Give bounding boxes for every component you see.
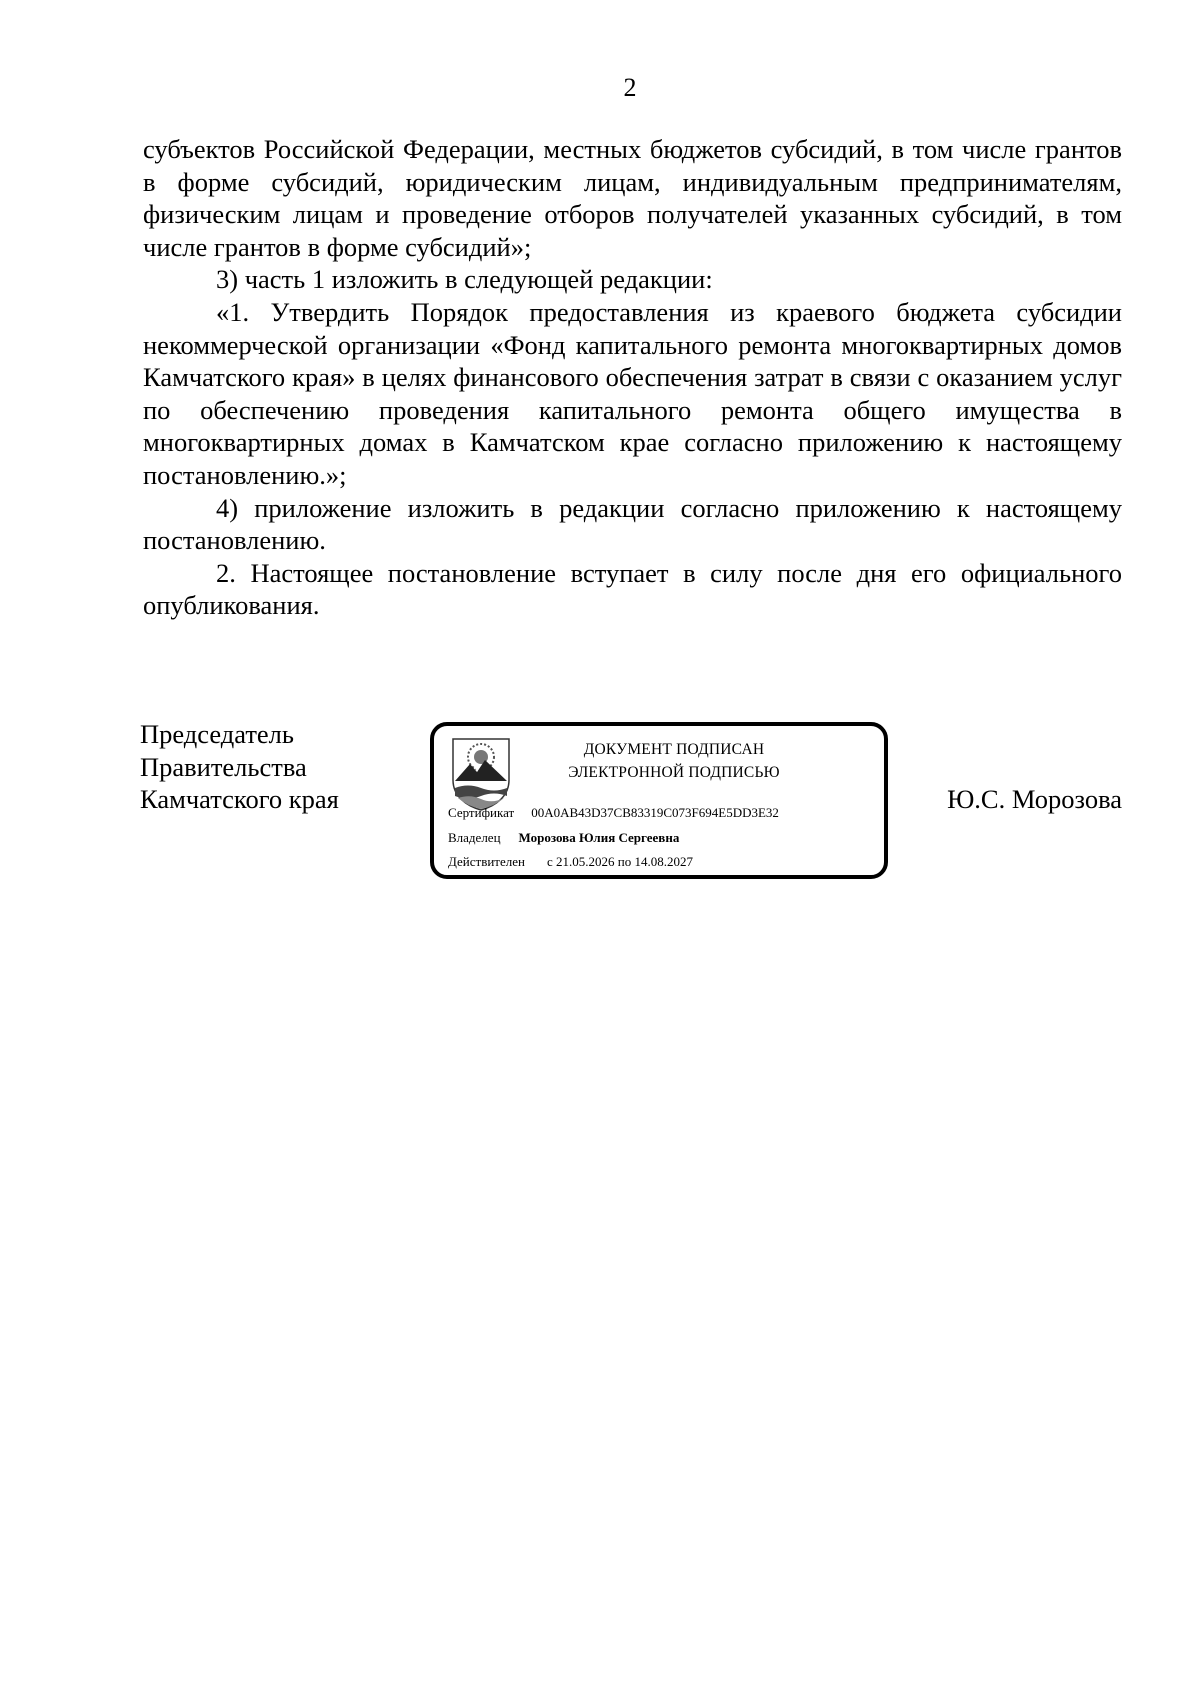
validity-value: с 21.05.2026 по 14.08.2027 xyxy=(546,854,693,869)
page-number: 2 xyxy=(623,73,637,102)
paragraph-clause-2: 2. Настоящее постановление вступает в силу после дня его официального опубликования. xyxy=(143,557,1122,621)
owner-label: Владелец xyxy=(448,830,501,845)
electronic-signature-stamp xyxy=(430,722,888,879)
kamchatka-coat-of-arms-icon xyxy=(450,736,512,812)
signer-role xyxy=(140,718,339,816)
certificate-value: 00A0AB43D37CB83319C073F694E5DD3E32 xyxy=(531,805,779,820)
paragraph-item-3: 3) часть 1 изложить в следующей редакции: xyxy=(216,264,713,295)
stamp-title-line: ДОКУМЕНТ ПОДПИСАН xyxy=(583,741,765,758)
signer-role-line: Правительства xyxy=(140,751,307,782)
paragraph-continuation: субъектов Российской Федерации, местных бюджетов субсидий, в том числе грантов в форме субсидий, юридическим лицам, индивидуальным предпринимателям, физическим лицам и проведение отборов получателей указанных субсидий, в том числе грантов в форме субсидий»; xyxy=(143,134,1122,262)
validity-label: Действителен xyxy=(448,854,525,869)
stamp-validity-row xyxy=(448,854,693,870)
stamp-title xyxy=(534,738,814,784)
signer-role-line: Камчатского края xyxy=(140,784,339,814)
owner-value: Морозова Юлия Сергеевна xyxy=(518,830,680,845)
stamp-title-line: ЭЛЕКТРОННОЙ ПОДПИСЬЮ xyxy=(568,764,780,781)
signer-role-line: Председатель xyxy=(140,719,294,749)
stamp-owner-row xyxy=(448,830,679,846)
document-body xyxy=(143,133,1122,622)
stamp-certificate-row xyxy=(448,805,779,821)
paragraph-quoted-part-1: «1. Утвердить Порядок предоставления из краевого бюджета субсидии некоммерческой организации «Фонд капитального ремонта многоквартирных домов Камчатского края» в целях финансового обеспечения затрат в связи с оказанием услуг по обеспечению проведения капитального ремонта общего имущества в многоквартирных домах в Камчатском крае согласно приложению к настоящему постановлению.»; xyxy=(143,296,1122,490)
certificate-label: Сертификат xyxy=(448,805,515,820)
paragraph-item-4: 4) приложение изложить в редакции согласно приложению к настоящему постановлению. xyxy=(143,492,1122,556)
signer-name: Ю.С. Морозова xyxy=(947,784,1122,814)
